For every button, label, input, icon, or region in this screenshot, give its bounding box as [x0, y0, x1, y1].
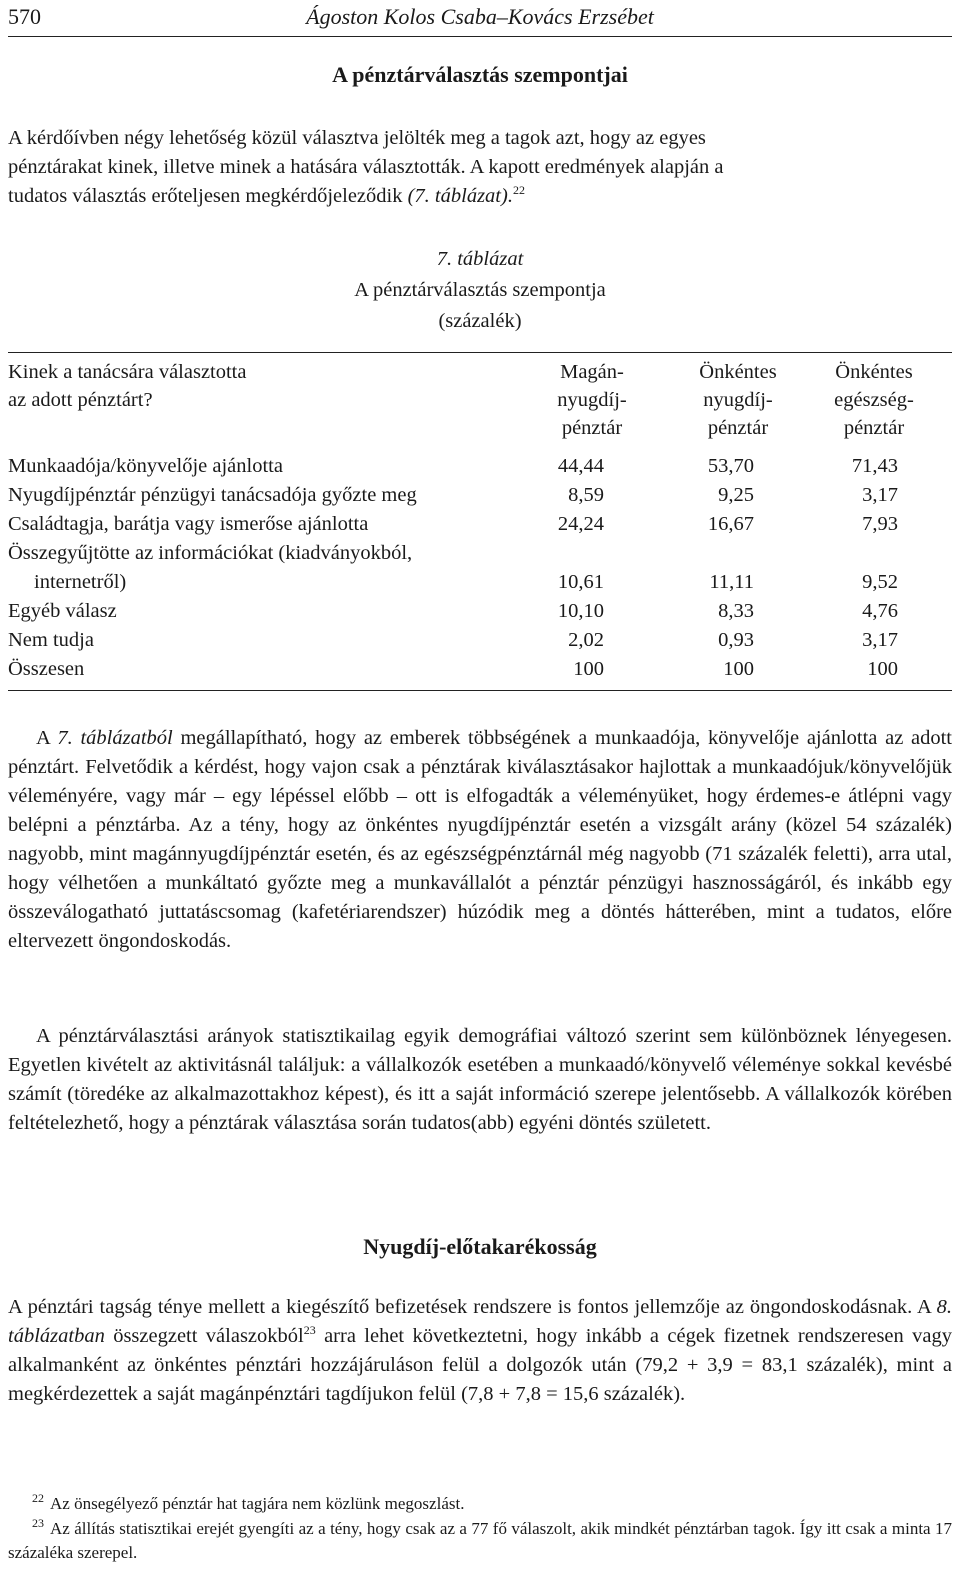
row-label: Összegyűjtötte az információkat (kiadványokból, — [8, 542, 413, 564]
row-label: Összesen — [8, 658, 85, 680]
column-header-magannyugdijpenztar — [522, 358, 662, 442]
row-label: internetről) — [34, 571, 127, 593]
table-row — [8, 510, 952, 539]
running-header — [8, 4, 952, 34]
intro-line: pénztárakat kinek, illetve minek a hatására választották. A kapott eredmények alapján a — [8, 156, 724, 178]
cell-value: 0,93 — [718, 629, 754, 651]
paragraph-text: arra lehet következtetni, hogy inkább a cégek fizetnek rendszeresen vagy alkalmanként az önkéntes pénztári hozzájáruláson felül a dolgozók után (79,2 + 3,9 = 83,1 százalék), mint a megkérdezettek a saját magánpénztári tagdíjukon felül (7,8 + 7,8 = 15,6 százalék). — [8, 1325, 952, 1405]
footnote-number: 23 — [32, 1516, 44, 1531]
column-header-line: pénztár — [707, 417, 769, 439]
cell-value: 8,33 — [718, 600, 754, 622]
cell-value: 24,24 — [557, 513, 604, 535]
column-header-line: pénztár — [843, 417, 905, 439]
cell-value: 100 — [867, 658, 898, 680]
column-header-onkentes-nyugdijpenztar — [668, 358, 808, 442]
row-label: Egyéb válasz — [8, 600, 117, 622]
cell-value: 71,43 — [851, 455, 898, 477]
table-title: A pénztárválasztás szempontja — [354, 279, 606, 301]
column-header-line: Önkéntes — [699, 361, 777, 383]
table-number: 7. táblázat — [436, 248, 524, 270]
cell-value: 9,52 — [862, 571, 898, 593]
column-header-line: nyugdíj- — [557, 389, 627, 411]
footnote-text: Az önsegélyező pénztár hat tagjára nem közlünk megoszlást. — [50, 1494, 465, 1513]
table-unit: (százalék) — [438, 310, 522, 332]
cell-value: 3,17 — [862, 484, 898, 506]
table-row — [8, 452, 952, 481]
intro-line: A kérdőívben négy lehetőség közül választva jelölték meg a tagok azt, hogy az egyes — [8, 127, 706, 149]
row-label: Családtagja, barátja vagy ismerőse ajánlotta — [8, 513, 369, 535]
section-title: Nyugdíj-előtakarékosság — [363, 1234, 597, 1259]
header-rule — [8, 36, 952, 37]
cell-value: 44,44 — [557, 455, 604, 477]
paragraph-text: A — [36, 727, 58, 749]
cell-value: 10,61 — [557, 571, 604, 593]
table-row — [8, 568, 952, 597]
table-row — [8, 481, 952, 510]
paragraph-text: megállapítható, hogy az emberek többségének a munkaadója, könyvelője ajánlotta az adott pénztárt. Felvetődik a kérdést, hogy vajon csak a pénztárak kiválasztásakor hajlottak a munkaadójuk/könyvelőjük véleményére, vagy már – egy lépéssel előbb – ott is elfogadták a véleményüket, hogy érdemes-e átlépni vagy belépni a pénztárba. Az a tény, hogy az önkéntes nyugdíjpénztár esetén a vizsgált arány (közel 54 százalék) nagyobb, mint magánnyugdíjpénztár esetén, és az egészségpénztárnál még nagyobb (71 százalék feletti), arra utal, hogy vélhetően a munkáltató győzte meg a munkavállalót a pénztár pénzügyi hasznosságáról, és inkább egy összeválogatható juttatáscsomag (kafetériarendszer) húzódik meg a döntés hátterében, mint a tudatos, előre eltervezett öngondoskodás. — [8, 727, 952, 952]
running-title: Ágoston Kolos Csaba–Kovács Erzsébet — [306, 4, 654, 29]
cell-value: 16,67 — [707, 513, 754, 535]
table-row — [8, 597, 952, 626]
row-label: Munkaadója/könyvelője ajánlotta — [8, 455, 283, 477]
cell-value: 100 — [573, 658, 604, 680]
header-label — [8, 358, 246, 414]
paragraph-text: összegzett válaszokból — [104, 1325, 304, 1347]
body-paragraph — [8, 1293, 952, 1409]
paragraph-text: A pénztárválasztási arányok statisztikailag egyik demográfiai változó szerint sem különböznek lényegesen. Egyetlen kivételt az aktivitásnál találjuk: a vállalkozók esetében a munkaadó/könyvelő véleménye sokkal kevésbé számít (töredéke az alkalmazottakhoz képest), és itt a saját információ szerepe jelentősebb. A vállalkozók körében feltételezhető, hogy a pénztárak választása során tudatos(abb) egyéni döntés született. — [8, 1025, 952, 1134]
page-number: 570 — [8, 4, 41, 29]
table-reference: (7. táblázat). — [407, 185, 513, 207]
column-header-line: nyugdíj- — [703, 389, 773, 411]
footnote-ref: 22 — [512, 183, 525, 198]
row-label: Nem tudja — [8, 629, 94, 651]
cell-value: 10,10 — [557, 600, 604, 622]
intro-line: tudatos választás erőteljesen megkérdőjeleződik — [8, 185, 408, 207]
table-reference: 8. táblázatban — [8, 1296, 952, 1347]
footnote-text: Az állítás statisztikai erejét gyengíti az a tény, hogy csak az a 77 fő válaszolt, akik mindkét pénztárban tagok. Így itt csak a minta 17 százaléka szerepel. — [8, 1519, 952, 1562]
section-title: A pénztárválasztás szempontjai — [332, 62, 628, 87]
table-row-total — [8, 655, 952, 684]
cell-value: 4,76 — [862, 600, 898, 622]
column-header-line: egészség- — [834, 389, 914, 411]
body-paragraph — [8, 1022, 952, 1138]
header-label-line: az adott pénztárt? — [8, 389, 153, 411]
cell-value: 9,25 — [718, 484, 754, 506]
cell-value: 8,59 — [568, 484, 604, 506]
table-reference: 7. táblázatból — [57, 727, 173, 749]
row-label: Nyugdíjpénztár pénzügyi tanácsadója győzte meg — [8, 484, 417, 506]
footnote — [8, 1517, 952, 1565]
footnote-number: 22 — [32, 1491, 44, 1506]
cell-value: 100 — [723, 658, 754, 680]
body-paragraph — [8, 724, 952, 956]
column-header-line: pénztár — [561, 417, 623, 439]
table-row — [8, 626, 952, 655]
paragraph-text: A pénztári tagság ténye mellett a kiegészítő befizetések rendszere is fontos jellemzője az öngondoskodásnak. A — [8, 1296, 937, 1318]
column-header-onkentes-egeszsegpenztar — [804, 358, 944, 442]
table-bottom-rule — [8, 690, 952, 691]
footnote — [8, 1492, 952, 1516]
column-header-line: Magán- — [560, 361, 624, 383]
cell-value: 3,17 — [862, 629, 898, 651]
table-caption — [8, 244, 952, 337]
table-top-rule — [8, 352, 952, 353]
cell-value: 11,11 — [709, 571, 754, 593]
cell-value: 2,02 — [568, 629, 604, 651]
table-row — [8, 539, 952, 568]
cell-value: 7,93 — [862, 513, 898, 535]
cell-value: 53,70 — [707, 455, 754, 477]
header-label-line: Kinek a tanácsára választotta — [8, 361, 247, 383]
footnote-ref: 23 — [303, 1323, 316, 1338]
column-header-line: Önkéntes — [835, 361, 913, 383]
intro-paragraph — [8, 124, 952, 211]
